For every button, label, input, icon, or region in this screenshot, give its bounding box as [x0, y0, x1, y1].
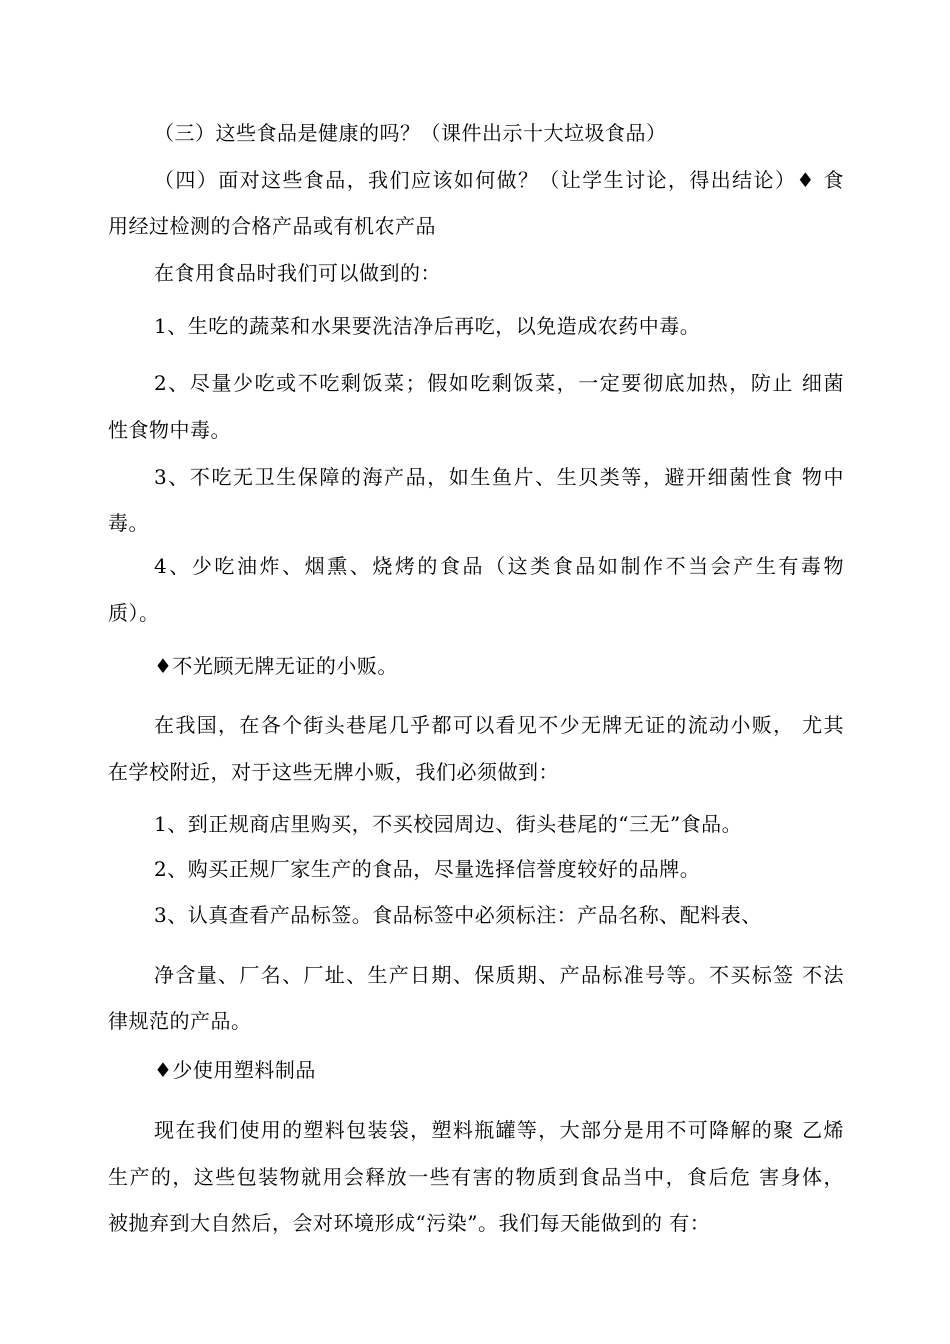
paragraph-line: 毒。: [108, 511, 149, 535]
paragraph-line: 2、尽量少吃或不吃剩饭菜；假如吃剩饭菜，一定要彻底加热，防止 细菌: [154, 371, 844, 395]
paragraph-line: （三）这些食品是健康的吗？（课件出示十大垃圾食品）: [154, 121, 667, 145]
section-heading: ♦不光顾无牌无证的小贩。: [154, 654, 398, 678]
paragraph-line: （四）面对这些食品，我们应该如何做？（让学生讨论，得出结论）♦ 食: [154, 168, 844, 192]
paragraph-line: 质）。: [108, 601, 160, 625]
paragraph-line: 在我国，在各个街头巷尾几乎都可以看见不少无牌无证的流动小贩， 尤其: [154, 713, 844, 737]
paragraph-line: 1、到正规商店里购买，不买校园周边、街头巷尾的“三无”食品。: [154, 812, 743, 836]
section-heading: ♦少使用塑料制品: [154, 1058, 316, 1082]
paragraph-line: 生产的，这些包装物就用会释放一些有害的物质到食品当中，食后危 害身体，: [108, 1165, 844, 1189]
paragraph-line: 现在我们使用的塑料包装袋，塑料瓶罐等，大部分是用不可降解的聚 乙烯: [154, 1118, 844, 1142]
paragraph-line: 用经过检测的合格产品或有机农产品: [108, 214, 436, 238]
paragraph-line: 在学校附近，对于这些无牌小贩，我们必须做到：: [108, 760, 559, 784]
paragraph-line: 在食用食品时我们可以做到的：: [154, 261, 441, 285]
paragraph-line: 1、生吃的蔬菜和水果要洗洁净后再吃，以免造成农药中毒。: [154, 314, 701, 338]
paragraph-line: 3、不吃无卫生保障的海产品，如生鱼片、生贝类等，避开细菌性食 物中: [154, 465, 844, 489]
paragraph-line: 性食物中毒。: [108, 418, 231, 442]
paragraph-line: 净含量、厂名、厂址、生产日期、保质期、产品标准号等。不买标签 不法: [154, 963, 844, 987]
paragraph-line: 2、购买正规厂家生产的食品，尽量选择信誉度较好的品牌。: [154, 857, 701, 881]
paragraph-line: 律规范的产品。: [108, 1009, 252, 1033]
paragraph-line: 被抛弃到大自然后，会对环境形成“污染”。我们每天能做到的 有：: [108, 1211, 711, 1235]
paragraph-line: 3、认真查看产品标签。食品标签中必须标注：产品名称、配料表、: [154, 903, 762, 927]
paragraph-line: 4、少吃油炸、烟熏、烧烤的食品（这类食品如制作不当会产生有毒物: [154, 554, 844, 578]
